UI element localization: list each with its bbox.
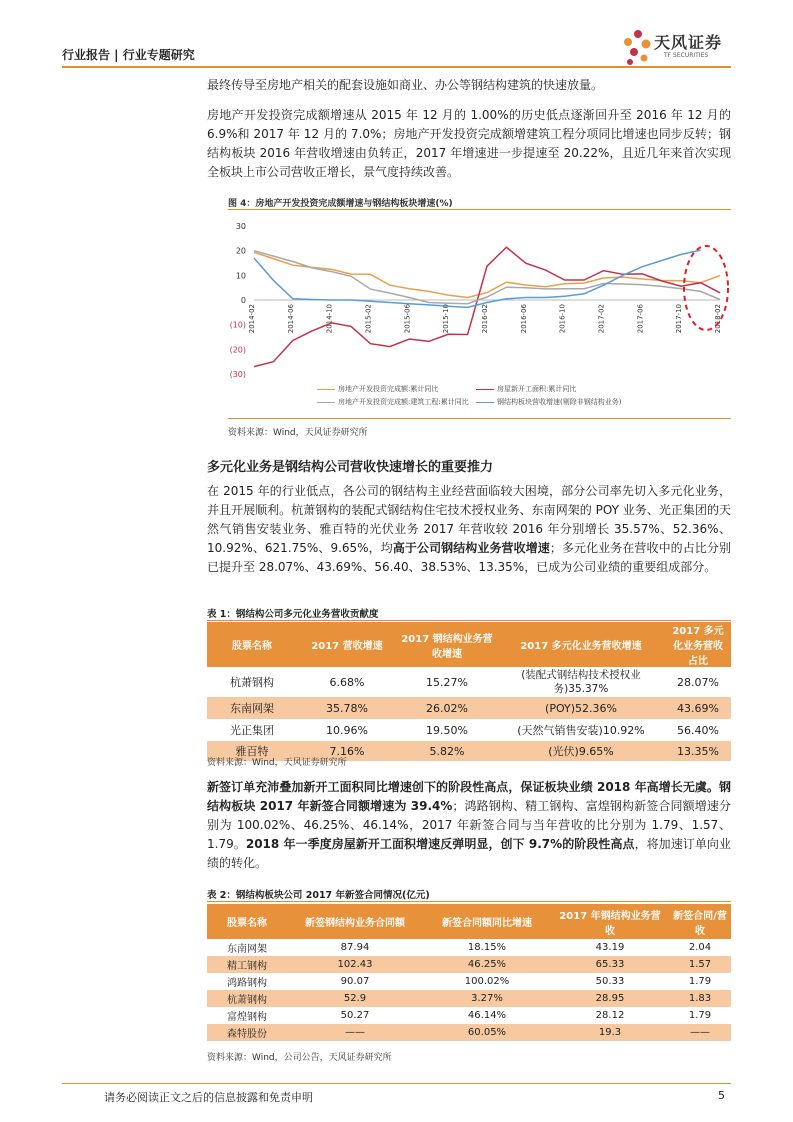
table1-header: 2017 多元化业务营收占比	[665, 622, 731, 667]
table-cell: ——	[669, 1024, 731, 1041]
table-cell: 50.27	[340, 1010, 370, 1021]
legend-item-1: 房地产开发投资完成额:累计同比	[317, 384, 438, 394]
table-cell: 87.94	[340, 942, 370, 953]
table-cell: 26.02%	[397, 697, 497, 719]
page-number: 5	[718, 1089, 725, 1102]
table1-header: 2017 多元化业务营收增速	[497, 622, 665, 667]
table-cell: 雅百特	[207, 741, 297, 761]
table1-header: 2017 钢结构业务营收增速	[397, 622, 497, 667]
x-tick-label: 2014-10	[325, 304, 334, 334]
figure-source: 资料来源：Wind，天风证券研究所	[228, 428, 368, 438]
x-tick-label: 2017-06	[636, 304, 645, 334]
table-cell: 森特股份	[207, 1024, 287, 1041]
y-tick-label: (20)	[229, 345, 246, 355]
table2-header: 新签钢结构业务合同额	[287, 904, 423, 939]
table2-header: 股票名称	[207, 904, 287, 939]
table-cell: 46.14%	[467, 1010, 507, 1021]
table-cell: (POY)52.36%	[497, 697, 665, 719]
table1-rule	[207, 620, 731, 621]
report-header: 行业报告 | 行业专题研究	[62, 48, 195, 62]
table-cell: 28.95	[551, 990, 669, 1007]
table-cell: 5.82%	[397, 741, 497, 761]
table-cell: 102.43	[287, 956, 423, 973]
x-tick-label: 2017-10	[675, 304, 684, 334]
logo-name: 天风证券	[654, 33, 723, 52]
table2-rule	[207, 901, 731, 902]
table-cell: 6.68%	[329, 675, 365, 689]
table-cell: 13.35%	[665, 741, 731, 761]
table2-title: 表 2：钢结构板块公司 2017 年新签合同情况(亿元)	[207, 890, 430, 901]
y-tick-label: 20	[235, 246, 246, 256]
table-cell: 东南网架	[207, 697, 297, 719]
series-line-1	[254, 252, 720, 297]
legend-item-2: 房屋新开工面积:累计同比	[476, 384, 576, 394]
table-cell: 1.83	[669, 990, 731, 1007]
x-tick-label: 2018-02	[714, 304, 722, 334]
table-cell: 43.69%	[665, 697, 731, 719]
table1-title: 表 1：钢结构公司多元化业务营收贡献度	[207, 609, 379, 620]
x-tick-label: 2015-02	[364, 304, 373, 334]
table2-header: 新签合同额同比增速	[423, 904, 551, 939]
table-cell: 100.02%	[464, 976, 510, 987]
table-row	[207, 956, 731, 973]
figure-title: 图 4：房地产开发投资完成额增速与钢结构板块增速(%)	[228, 199, 453, 209]
table-row	[207, 939, 731, 956]
table-cell: 52.9	[287, 990, 423, 1007]
table-row	[207, 1007, 731, 1024]
y-tick-label: 30	[235, 222, 246, 231]
logo-english: TF SECURITIES	[664, 52, 709, 59]
table-cell: 7.16%	[297, 741, 397, 761]
figure-rule-bottom	[228, 418, 731, 419]
table-cell: 3.27%	[423, 990, 551, 1007]
table1-header: 2017 营收增速	[297, 622, 397, 667]
table-cell: 2.04	[688, 942, 712, 953]
table-cell: 65.33	[551, 956, 669, 973]
table-cell: 1.57	[669, 956, 731, 973]
footer-disclaimer: 请务必阅读正文之后的信息披露和免责申明	[104, 1091, 313, 1104]
x-tick-label: 2015-10	[442, 304, 451, 334]
table-cell: 光正集团	[230, 724, 274, 737]
table-row	[207, 1024, 731, 1041]
x-tick-label: 2016-02	[481, 304, 489, 334]
x-tick-label: 2015-06	[403, 304, 412, 334]
table-row	[207, 990, 731, 1007]
table-row	[207, 973, 731, 990]
paragraph-4: 新签订单充沛叠加新开工面积同比增速创下的阶段性高点，保证板块业绩 2018 年高增长无虞。钢结构板块 2017 年新签合同额增速为 39.4%；鸿路钢构、精工钢构、富煌钢构新签合同额增速分别为 100.02%、46.25%、46.14%，2017 年新签合同与当年营收的比分别为 1.79、1.57、1.79。2018 年一季度房屋新开工面积增速反弹明显，创下 9.7%的阶段性高点，将加速订单向业绩的转化。	[207, 780, 731, 870]
y-tick-label: (10)	[229, 320, 246, 330]
table-cell: 90.07	[340, 976, 370, 987]
paragraph-3: 在 2015 年的行业低点，各公司的钢结构主业经营面临较大困境，部分公司率先切入多元化业务，并且开展顺利。杭萧钢构的装配式钢结构住宅技术授权业务、东南网架的 POY 业务、光正集团的天然气销售安装业务、雅百特的光伏业务 2017 年营收较 2016 年分别增长 35.57%、52.36%、10.92%、621.75%、9.65%，均高于公司钢结构业务营收增速；多元化业务在营收中的占比分别已提升至 28.07%、43.69%、56.40、38.53%、13.35%，已成为公司业绩的重要组成部分。	[207, 484, 731, 574]
x-tick-label: 2016-10	[558, 304, 567, 334]
table-cell: 43.19	[595, 942, 625, 953]
legend-item-4: 钢结构板块营收增速(剔除非钢结构业务)	[476, 397, 621, 407]
table1-header: 股票名称	[207, 622, 297, 667]
header-rule	[62, 66, 731, 68]
table-cell: 28.07%	[677, 675, 719, 689]
table-cell: 杭萧钢构	[207, 990, 287, 1007]
table-cell: 28.12	[595, 1010, 625, 1021]
table2-header-row	[207, 904, 731, 939]
y-tick-label: 0	[240, 296, 246, 305]
table-cell: 60.05%	[423, 1024, 551, 1041]
table-cell: 1.79	[688, 1010, 712, 1021]
table-cell: 35.78%	[297, 697, 397, 719]
table-cell: (天然气销售安装)10.92%	[517, 724, 645, 737]
paragraph-1: 最终传导至房地产相关的配套设施如商业、办公等钢结构建筑的快速放量。	[207, 78, 604, 92]
table-cell: 46.25%	[423, 956, 551, 973]
section-heading: 多元化业务是钢结构公司营收快速增长的重要推力	[207, 460, 494, 475]
table-cell: 15.27%	[426, 675, 468, 689]
line-chart	[220, 216, 731, 384]
table1-header-row	[207, 622, 731, 667]
legend-item-3: 房地产开发投资完成额:建筑工程:累计同比	[317, 397, 469, 407]
table-cell: (光伏)9.65%	[497, 741, 665, 761]
table-cell: 精工钢构	[207, 956, 287, 973]
x-tick-label: 2017-02	[597, 304, 606, 334]
table-cell: 19.3	[551, 1024, 669, 1041]
paragraph-2: 房地产开发投资完成额增速从 2015 年 12 月的 1.00%的历史低点逐渐回升至 2016 年 12 月的 6.9%和 2017 年 12 月的 7.0%；房地产开发投资完成额增建筑工程分项同比增速也同步反转；钢结构板块 2016 年营收增速由负转正，2017 年增速进一步提速至 20.22%，且近几年来首次实现全板块上市公司营收正增长，景气度持续改善。	[207, 108, 731, 179]
table-cell: 杭萧钢构	[230, 676, 274, 689]
table-cell: 19.50%	[426, 723, 468, 737]
table-cell: 10.96%	[326, 723, 368, 737]
figure-rule-top	[228, 209, 731, 210]
table2-header: 新签合同/营收	[669, 904, 731, 939]
table-cell: ——	[287, 1024, 423, 1041]
table2-header: 2017 年钢结构业务营收	[551, 904, 669, 939]
table-row	[207, 667, 731, 697]
table-cell: 18.15%	[467, 942, 507, 953]
logo-flower-icon	[620, 28, 656, 68]
x-tick-label: 2014-06	[286, 304, 295, 334]
highlight-ellipse	[684, 246, 728, 330]
table1-source: 资料来源：Wind，天风证券研究所	[207, 758, 347, 768]
table-row	[207, 719, 731, 741]
table1	[207, 622, 731, 761]
table-cell: 鸿路钢构	[227, 978, 267, 989]
table-cell: 东南网架	[227, 944, 267, 955]
x-tick-label: 2014-02	[248, 304, 256, 334]
table2	[207, 904, 731, 1041]
table-cell: (装配式钢结构技术授权业务)35.37%	[521, 669, 641, 695]
table-cell: 56.40%	[677, 723, 719, 737]
table-cell: 富煌钢构	[227, 1012, 267, 1023]
y-tick-label: (30)	[229, 370, 246, 379]
table-cell: 1.79	[688, 976, 712, 987]
y-tick-label: 10	[235, 271, 246, 281]
x-tick-label: 2016-06	[519, 304, 528, 334]
table2-source: 资料来源：Wind，公司公告，天风证券研究所	[207, 1053, 392, 1063]
table-cell: 50.33	[595, 976, 625, 987]
table-row	[207, 697, 731, 719]
footer-rule	[62, 1083, 731, 1084]
company-logo	[620, 28, 740, 68]
